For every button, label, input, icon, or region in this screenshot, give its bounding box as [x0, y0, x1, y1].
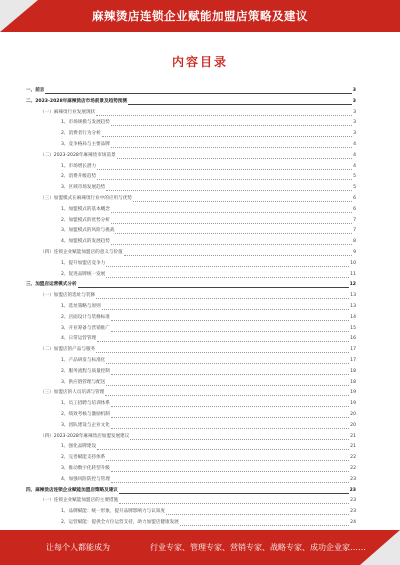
- toc-entry-page: 19: [350, 390, 356, 396]
- toc-leader-dots: [106, 360, 349, 365]
- toc-entry[interactable]: [26, 399, 356, 407]
- toc-entry-title: （二）加盟店的产品与服务: [40, 347, 96, 353]
- toc-leader-dots: [106, 457, 349, 462]
- toc-entry-title: 1、市场规模与发展趋势: [61, 120, 110, 126]
- toc-entry-page: 7: [353, 217, 356, 223]
- toc-entry[interactable]: [26, 432, 356, 440]
- toc-entry-title: （三）加盟模式在麻辣烫行业中的应用与优势: [40, 196, 132, 201]
- toc-entry[interactable]: [26, 334, 356, 342]
- toc-leader-dots: [111, 370, 349, 375]
- toc-entry-title: （三）加盟店的人员培训与管理: [40, 390, 105, 396]
- toc-leader-dots: [97, 165, 352, 170]
- toc-entry-page: 10: [350, 260, 356, 266]
- toc-leader-dots: [111, 468, 349, 473]
- toc-entry[interactable]: [26, 162, 356, 170]
- toc-entry[interactable]: [26, 475, 356, 483]
- toc-leader-dots: [78, 284, 349, 289]
- toc-entry[interactable]: [26, 140, 356, 148]
- toc-entry-title: 3、竞争格局与主要品牌: [61, 142, 110, 147]
- toc-entry[interactable]: [26, 388, 356, 396]
- toc-entry-page: 21: [350, 444, 356, 450]
- toc-entry-title: 4、日常运营管理: [61, 336, 97, 342]
- toc-leader-dots: [133, 198, 352, 203]
- toc-entry[interactable]: [26, 237, 356, 245]
- toc-entry[interactable]: [26, 324, 356, 332]
- toc-leader-dots: [128, 100, 352, 105]
- toc-entry-title: 3、团队建设与企业文化: [61, 422, 110, 428]
- toc-entry-page: 3: [353, 131, 356, 137]
- toc-entry-title: 3、加盟模式的风险与挑战: [61, 228, 115, 234]
- toc-entry-page: 13: [350, 293, 356, 299]
- toc-entry-title: 1、产品研发与标准化: [61, 358, 106, 363]
- toc-leader-dots: [96, 111, 352, 116]
- toc-entry-title: 3、供应链管理与配送: [61, 379, 106, 385]
- toc-leader-dots: [106, 381, 349, 386]
- toc-entry-page: 24: [350, 520, 356, 525]
- toc-entry[interactable]: [26, 453, 356, 461]
- toc-entry-title: 2、促进品牌统一发展: [61, 271, 106, 277]
- toc-entry-page: 8: [353, 239, 356, 245]
- toc-entry[interactable]: [26, 86, 356, 94]
- toc-entry-page: 19: [350, 401, 356, 407]
- toc-entry[interactable]: [26, 194, 356, 202]
- toc-entry[interactable]: [26, 442, 356, 450]
- toc-entry[interactable]: [26, 410, 356, 418]
- toc-entry-page: 23: [350, 476, 356, 482]
- toc-entry-title: 4、加盟模式的发展趋势: [61, 239, 110, 245]
- toc-leader-dots: [96, 295, 349, 300]
- toc-leader-dots: [117, 154, 352, 159]
- toc-entry-title: 3、开业筹备与营销推广: [61, 325, 110, 331]
- toc-title: 内容目录: [171, 55, 228, 69]
- toc-entry-page: 4: [353, 142, 356, 147]
- toc-entry-page: 5: [353, 185, 356, 191]
- toc-entry-title: 2、服务流程与质量控制: [61, 368, 110, 374]
- toc-entry[interactable]: [26, 356, 356, 364]
- toc-entry-page: 3: [352, 98, 356, 104]
- toc-entry[interactable]: [26, 496, 356, 504]
- toc-entry-page: 4: [353, 152, 356, 158]
- toc-leader-dots: [130, 435, 349, 440]
- toc-entry-page: 18: [350, 368, 356, 374]
- toc-entry-title: 2、加盟模式的优势分析: [61, 217, 110, 223]
- toc-entry-page: 14: [350, 314, 356, 320]
- toc-entry-title: 2、消费者行为分析: [61, 131, 101, 137]
- toc-entry-title: 1、强化品牌建设: [61, 444, 97, 450]
- toc-entry-title: 2、消费升级趋势: [61, 174, 97, 180]
- toc-entry[interactable]: [26, 280, 356, 288]
- toc-leader-dots: [111, 122, 352, 127]
- toc-leader-dots: [96, 349, 349, 354]
- toc-entry-page: 18: [350, 379, 356, 385]
- toc-entry[interactable]: [26, 151, 356, 159]
- toc-entry[interactable]: [26, 97, 356, 105]
- toc-entry[interactable]: [26, 270, 356, 278]
- toc-entry-page: 16: [350, 336, 356, 342]
- toc-leader-dots: [105, 392, 349, 397]
- toc-leader-dots: [111, 478, 349, 483]
- toc-entry-page: 22: [350, 455, 356, 461]
- toc-entry[interactable]: [26, 464, 356, 472]
- toc-entry-page: 6: [353, 206, 356, 212]
- toc-entry-page: 21: [350, 433, 356, 439]
- toc-entry-title: 2、运营赋能：提供全方位运营支持，助力加盟店健康发展: [61, 520, 179, 525]
- toc-entry-page: 15: [350, 325, 356, 331]
- toc-entry[interactable]: [26, 248, 356, 256]
- toc-entry-title: （二）2023-2028年麻辣烫市场前景: [40, 152, 116, 158]
- toc-entry[interactable]: [26, 226, 356, 234]
- footer-roles: 行业专家、管理专家、营销专家、战略专家、成功企业家……: [150, 543, 366, 552]
- footer-slogan: 让每个人都能成为: [46, 543, 110, 552]
- toc-entry-page: 23: [350, 498, 356, 504]
- toc-entry-page: 17: [350, 358, 356, 363]
- document-title: 麻辣烫店连锁企业赋能加盟店策略及建议: [92, 9, 308, 23]
- toc-entry[interactable]: [26, 421, 356, 429]
- toc-leader-dots: [111, 316, 349, 321]
- toc-leader-dots: [111, 414, 349, 419]
- toc-entry-title: （一）连锁企业赋能加盟店的主要措施: [40, 498, 119, 504]
- footer-bar: [0, 530, 400, 565]
- toc-leader-dots: [119, 500, 349, 505]
- toc-leader-dots: [97, 446, 349, 451]
- toc-entry[interactable]: [26, 259, 356, 267]
- toc-leader-dots: [111, 144, 352, 149]
- toc-leader-dots: [106, 187, 352, 192]
- toc-entry-title: 三、加盟店运营模式分析: [26, 282, 77, 288]
- toc-entry-title: 2、完善赋能支持体系: [61, 455, 106, 461]
- toc-entry[interactable]: [26, 172, 356, 180]
- toc-leader-dots: [180, 522, 349, 527]
- header-bar: [0, 0, 400, 32]
- toc-entry-page: 20: [350, 412, 356, 417]
- toc-entry[interactable]: [26, 118, 356, 126]
- toc-entry-page: 23: [349, 487, 356, 493]
- toc-leader-dots: [106, 273, 349, 278]
- toc-entry-page: 3: [352, 88, 356, 93]
- toc-entry-page: 9: [353, 250, 356, 255]
- toc-entry[interactable]: [26, 302, 356, 310]
- toc-entry[interactable]: [26, 205, 356, 213]
- toc-entry-title: 1、选址策略与原则: [61, 304, 101, 309]
- toc-entry-title: 2、店面设计与装修标准: [61, 314, 110, 320]
- toc-entry-title: 4、加强风险防控与管理: [61, 476, 110, 482]
- toc-leader-dots: [111, 219, 352, 224]
- toc-entry-page: 4: [353, 163, 356, 169]
- toc-entry[interactable]: [26, 345, 356, 353]
- toc-leader-dots: [97, 176, 352, 181]
- toc-entry[interactable]: [26, 216, 356, 224]
- toc-entry[interactable]: [26, 486, 356, 494]
- table-of-contents: [26, 86, 356, 526]
- toc-entry-page: 5: [353, 174, 356, 180]
- toc-leader-dots: [119, 489, 349, 494]
- toc-leader-dots: [102, 133, 352, 138]
- toc-leader-dots: [124, 252, 352, 257]
- toc-leader-dots: [102, 306, 349, 311]
- toc-leader-dots: [115, 230, 352, 235]
- toc-leader-dots: [111, 208, 352, 213]
- toc-leader-dots: [111, 241, 352, 246]
- toc-leader-dots: [111, 327, 349, 332]
- toc-entry-title: 一、前言: [26, 88, 45, 93]
- toc-entry[interactable]: [26, 378, 356, 386]
- toc-entry-title: 3、推动数字化转型升级: [61, 466, 110, 471]
- toc-entry-title: 四、麻辣烫店连锁企业赋能加盟店策略及建议: [26, 487, 118, 493]
- toc-entry[interactable]: [26, 367, 356, 375]
- toc-leader-dots: [111, 424, 349, 429]
- toc-entry-page: 12: [349, 282, 356, 288]
- toc-entry[interactable]: [26, 518, 356, 526]
- toc-entry-title: （四）连锁企业赋能加盟店的意义与价值: [40, 250, 123, 255]
- toc-entry-title: 1、品牌赋能：统一形象，提升品牌影响力与认知度: [61, 509, 165, 515]
- toc-entry-page: 13: [350, 304, 356, 309]
- footer-corner-decoration: [360, 530, 400, 565]
- toc-entry-page: 3: [353, 120, 356, 126]
- toc-leader-dots: [106, 262, 349, 267]
- toc-entry-page: 3: [353, 109, 356, 115]
- toc-entry[interactable]: [26, 313, 356, 321]
- toc-entry-title: 二、2023-2028年麻辣烫店市场前景及趋势预测: [26, 98, 127, 104]
- toc-entry[interactable]: [26, 108, 356, 116]
- toc-leader-dots: [166, 511, 349, 516]
- toc-entry-title: 1、市场增长潜力: [61, 163, 97, 169]
- toc-entry[interactable]: [26, 183, 356, 191]
- toc-entry-page: 7: [353, 228, 356, 234]
- toc-leader-dots: [111, 403, 349, 408]
- toc-leader-dots: [97, 338, 349, 343]
- toc-entry-page: 11: [350, 271, 356, 277]
- toc-entry[interactable]: [26, 129, 356, 137]
- toc-entry[interactable]: [26, 291, 356, 299]
- toc-entry-title: （四）2023-2028年麻辣烫店加盟发展建议: [40, 433, 130, 439]
- toc-entry-page: 17: [350, 347, 356, 353]
- toc-entry-page: 22: [350, 466, 356, 471]
- toc-entry-page: 6: [353, 196, 356, 201]
- toc-entry-page: 20: [350, 422, 356, 428]
- toc-leader-dots: [45, 90, 351, 95]
- toc-entry-title: 1、员工招聘与培训体系: [61, 401, 110, 407]
- toc-entry-title: 1、提升加盟店竞争力: [61, 260, 106, 266]
- toc-entry-title: 3、区域市场发展趋势: [61, 185, 106, 191]
- toc-entry-title: （一）麻辣烫行业发展现状: [40, 109, 96, 115]
- toc-entry-title: 2、绩效考核与激励机制: [61, 412, 110, 417]
- toc-entry-title: 1、加盟模式的基本概念: [61, 206, 110, 212]
- toc-entry-title: （一）加盟店的选址与装修: [40, 293, 96, 299]
- toc-entry-page: 23: [350, 509, 356, 515]
- toc-entry[interactable]: [26, 507, 356, 515]
